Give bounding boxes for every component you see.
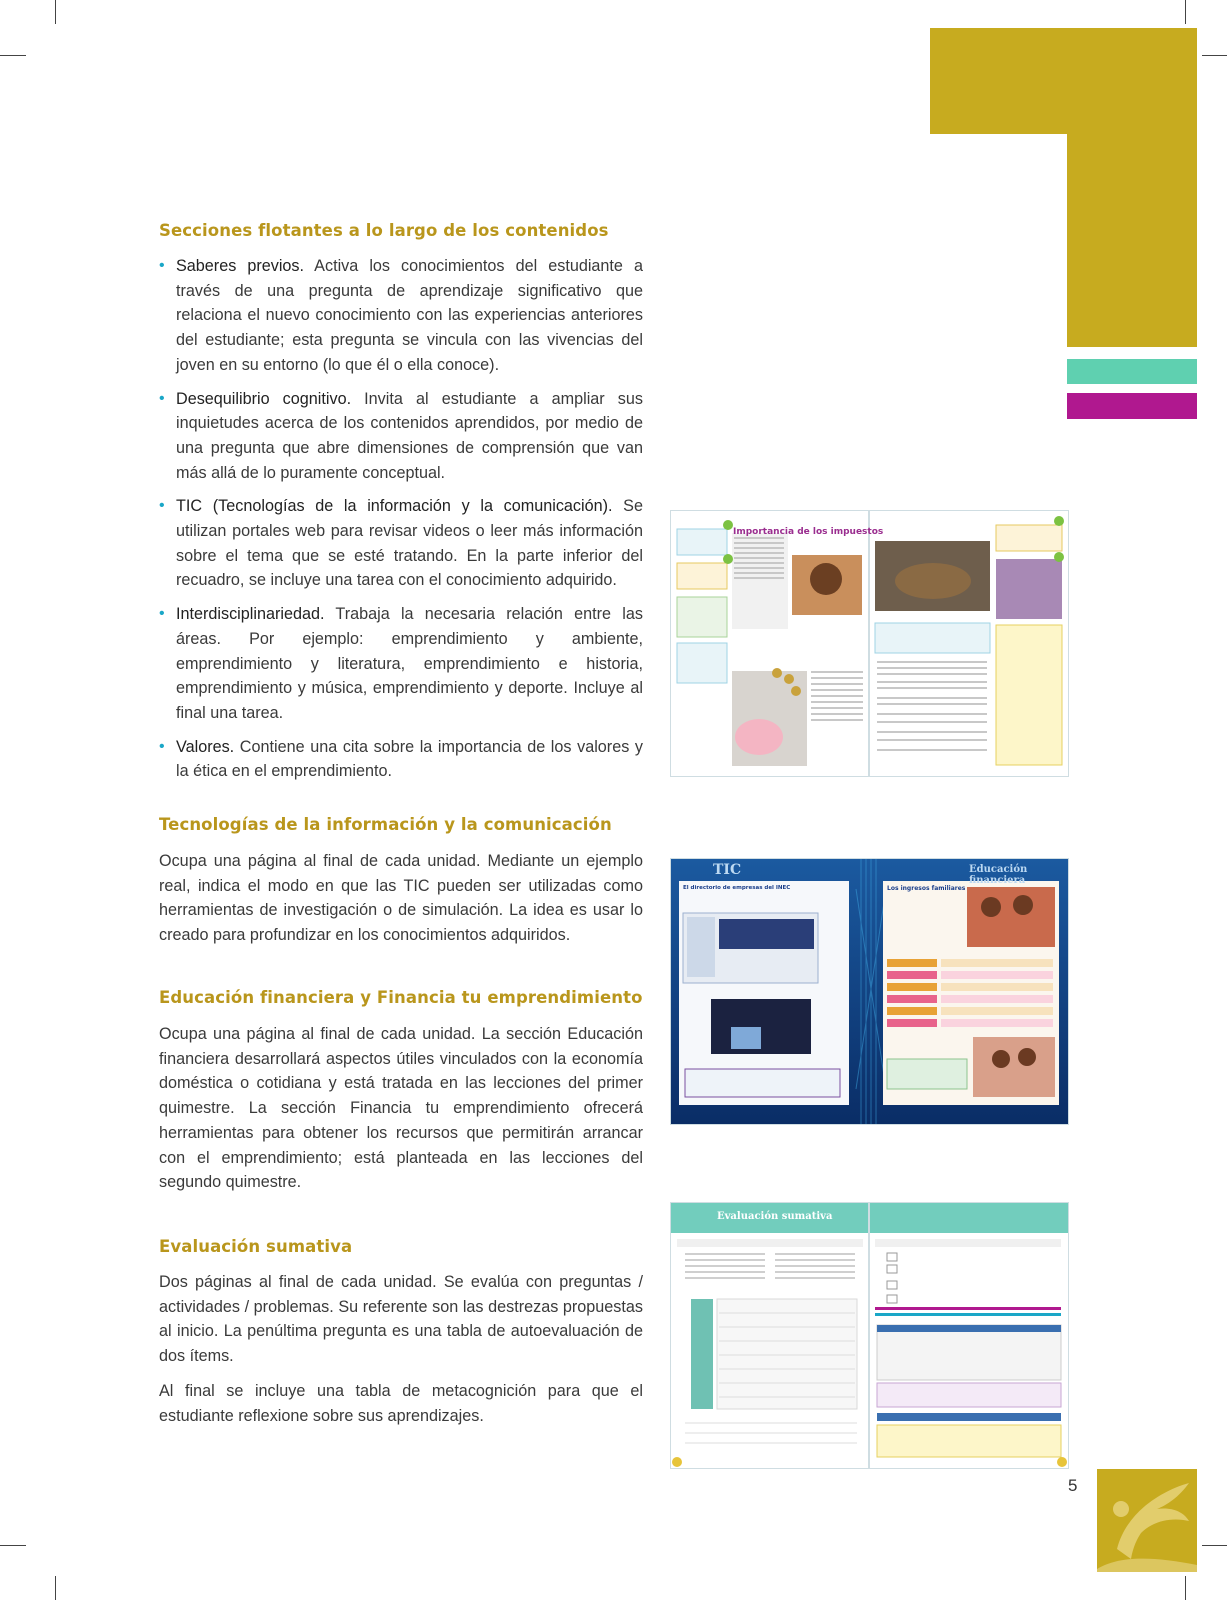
bullet-icon: • (159, 257, 165, 274)
financial-description: Ocupa una página al final de cada unidad. La sección Educación financiera desarrollará aspectos útiles vinculados con la economía doméstica o cotidiana y está tratada en las lecciones del primer quimestre. La sección Financia tu emprendimiento ofrecerá herramientas para obtener los recursos que permitirán arrancar con el emprendimiento; está planteada en las lecciones del segundo quimestre. (159, 1025, 643, 1192)
tic-spread-heading: El directorio de empresas del INEC (683, 885, 791, 891)
financial-spread-label: Educación financiera (969, 864, 1028, 886)
list-item: • Interdisciplinariedad. Trabaja la necesaria relación entre las áreas. Por ejemplo: emprendimiento y ambiente, emprendimiento y literatura, emprendimiento e historia, emprendimiento y música, emprendimiento y deporte. Incluye al final una tarea. (159, 602, 643, 726)
bullet-icon: • (159, 605, 165, 623)
list-item: • TIC (Tecnologías de la información y la comunicación). Se utilizan portales web para revisar videos o leer más información sobre el tema que se esté tratando. En la parte inferior del recuadro, se incluye una tarea con el conocimiento adquirido. (159, 494, 643, 593)
crop-mark (1202, 1545, 1227, 1546)
bullet-icon: • (159, 737, 165, 755)
metacognition-description: Al final se incluye una tabla de metacognición para que el estudiante reflexione sobre sus aprendizajes. (159, 1382, 643, 1425)
crop-mark (0, 55, 26, 56)
crop-mark (0, 1545, 26, 1546)
floating-sections-list (159, 254, 643, 793)
thumbnail-taxes-spread (670, 510, 1069, 777)
hand-icon (1097, 1469, 1197, 1572)
list-item: • Valores. Contiene una cita sobre la importancia de los valores y la ética en el emprendimiento. (159, 735, 643, 784)
financial-section-title: Educación financiera y Financia tu emprendimiento (159, 988, 643, 1007)
crop-mark (1185, 1576, 1186, 1600)
floating-sections-title: Secciones flotantes a lo largo de los contenidos (159, 221, 609, 240)
crop-mark (1202, 55, 1227, 56)
crop-mark (55, 1576, 56, 1600)
list-item: • Saberes previos. Activa los conocimientos del estudiante a través de una pregunta de aprendizaje significativo que relaciona el nuevo conocimiento con las experiencias anteriores del estudiante; esta pregunta se vincula con las vivencias del joven en su entorno (lo que él o ella conoce). (159, 254, 643, 378)
crop-mark (1185, 0, 1186, 24)
financial-spread-heading: Los ingresos familiares (887, 885, 966, 892)
gold-vertical-bar (1067, 28, 1197, 347)
thumbnail-evaluation-spread (670, 1202, 1069, 1469)
bullet-icon: • (159, 497, 165, 515)
evaluation-spread-title: Evaluación sumativa (717, 1211, 833, 1222)
crop-mark (55, 0, 56, 24)
bullet-icon: • (159, 389, 165, 407)
evaluation-illustration (671, 1203, 1068, 1468)
tic-spread-label: TIC (713, 862, 742, 878)
taxes-spread-title: Importancia de los impuestos (733, 527, 884, 537)
list-item: • Desequilibrio cognitivo. Invita al estudiante a ampliar sus inquietudes acerca de los contenidos aprendidos, por medio de una pregunta que abre dimensiones de comprensión que van más allá de lo puramente conceptual. (159, 387, 643, 486)
tic-financial-illustration (671, 859, 1068, 1124)
magenta-stripe (1067, 393, 1197, 419)
gold-corner-decoration (1097, 1469, 1197, 1572)
teal-stripe (1067, 359, 1197, 384)
thumbnail-tic-financial-spread (670, 858, 1069, 1125)
page-number: 5 (1068, 1476, 1078, 1495)
evaluation-section-title: Evaluación sumativa (159, 1237, 353, 1256)
tic-description: Ocupa una página al final de cada unidad. Mediante un ejemplo real, indica el modo en que las TIC pueden ser utilizadas como herramientas de investigación o de simulación. La idea es usar lo creado para profundizar en los conocimientos adquiridos. (159, 852, 643, 945)
tic-section-title: Tecnologías de la información y la comunicación (159, 815, 612, 834)
taxes-spread-illustration (671, 511, 1068, 776)
evaluation-description: Dos páginas al final de cada unidad. Se evalúa con preguntas / actividades / problemas. Su referente son las destrezas propuestas al inicio. La penúltima pregunta es una tabla de autoevaluación de dos ítems. (159, 1273, 643, 1366)
